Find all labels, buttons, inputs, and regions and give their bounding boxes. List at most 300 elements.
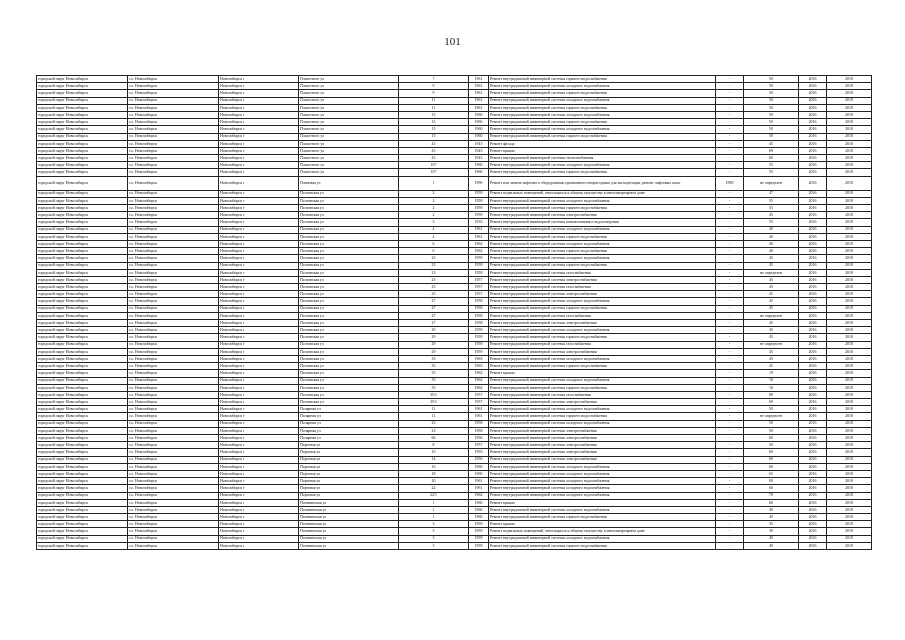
locality-cell: Новосибирск г: [219, 298, 299, 305]
locality-cell: Новосибирск г: [219, 506, 299, 513]
plan-start-cell: 2016: [799, 255, 827, 262]
street-cell: Полтавская ул: [299, 399, 399, 406]
plan-start-cell: 2016: [799, 470, 827, 477]
plan-end-cell: 2018: [827, 126, 872, 133]
urban-district-cell: городской округ Новосибирск: [37, 169, 128, 176]
urban-district-cell: городской округ Новосибирск: [37, 262, 128, 269]
plan-end-cell: 2018: [827, 197, 872, 204]
last-repair-year-cell: -: [716, 370, 744, 377]
plan-end-cell: 2018: [827, 276, 872, 283]
municipality-cell: г.о. Новосибирск: [128, 320, 219, 327]
last-repair-year-cell: -: [716, 528, 744, 535]
work-type-cell: Ремонт внутридомовой инженерной системы холодного водоснабжения: [489, 226, 716, 233]
urban-district-cell: городской округ Новосибирск: [37, 535, 128, 542]
last-repair-year-cell: -: [716, 312, 744, 319]
work-type-cell: Ремонт внутридомовой инженерной системы электроснабжения: [489, 348, 716, 355]
table-row: [37, 90, 872, 97]
urban-district-cell: городской округ Новосибирск: [37, 528, 128, 535]
build-year-cell: 1958: [469, 298, 489, 305]
plan-end-cell: 2018: [827, 240, 872, 247]
house-number-cell: 10: [399, 449, 469, 456]
urban-district-cell: городской округ Новосибирск: [37, 391, 128, 398]
plan-end-cell: 2018: [827, 298, 872, 305]
last-repair-year-cell: -: [716, 377, 744, 384]
table-row: [37, 212, 872, 219]
plan-end-cell: 2018: [827, 384, 872, 391]
work-type-cell: Ремонт внутридомовой инженерной системы холодного водоснабжения: [489, 355, 716, 362]
build-year-cell: 1960: [469, 133, 489, 140]
wear-percent-cell: 55: [744, 169, 799, 176]
locality-cell: Новосибирск г: [219, 240, 299, 247]
build-year-cell: 1959: [469, 269, 489, 276]
wear-percent-cell: 60: [744, 463, 799, 470]
urban-district-cell: городской округ Новосибирск: [37, 205, 128, 212]
work-type-cell: Ремонт внутридомовой инженерной системы горячего водоснабжения: [489, 262, 716, 269]
locality-cell: Новосибирск г: [219, 542, 299, 549]
table-row: [37, 305, 872, 312]
plan-start-cell: 2016: [799, 456, 827, 463]
last-repair-year-cell: -: [716, 355, 744, 362]
street-cell: Полтавская ул: [299, 334, 399, 341]
urban-district-cell: городской округ Новосибирск: [37, 140, 128, 147]
locality-cell: Новосибирск г: [219, 255, 299, 262]
work-type-cell: Ремонт внутридомовой инженерной системы холодного водоснабжения: [489, 126, 716, 133]
build-year-cell: 1959: [469, 190, 489, 197]
locality-cell: Новосибирск г: [219, 492, 299, 499]
locality-cell: Новосибирск г: [219, 312, 299, 319]
wear-percent-cell: 45: [744, 327, 799, 334]
urban-district-cell: городской округ Новосибирск: [37, 348, 128, 355]
build-year-cell: 1957: [469, 284, 489, 291]
build-year-cell: 1943: [469, 140, 489, 147]
last-repair-year-cell: -: [716, 269, 744, 276]
plan-end-cell: 2018: [827, 291, 872, 298]
urban-district-cell: городской округ Новосибирск: [37, 298, 128, 305]
build-year-cell: 1961: [469, 104, 489, 111]
last-repair-year-cell: -: [716, 399, 744, 406]
build-year-cell: 1959: [469, 528, 489, 535]
street-cell: Полтавская ул: [299, 284, 399, 291]
table-row: [37, 406, 872, 413]
street-cell: Плановая ул: [299, 176, 399, 190]
table-row: [37, 169, 872, 176]
wear-percent-cell: 50: [744, 119, 799, 126]
work-type-cell: Ремонт внутридомовой инженерной системы холодного водоснабжения: [489, 240, 716, 247]
plan-end-cell: 2018: [827, 140, 872, 147]
plan-start-cell: 2016: [799, 341, 827, 348]
last-repair-year-cell: -: [716, 478, 744, 485]
table-row: [37, 355, 872, 362]
street-cell: Полтавская ул: [299, 370, 399, 377]
work-type-cell: Ремонт внутридомовой инженерной системы теплоснабжения: [489, 155, 716, 162]
table-row: [37, 205, 872, 212]
wear-percent-cell: 45: [744, 363, 799, 370]
table-row: [37, 190, 872, 197]
last-repair-year-cell: -: [716, 435, 744, 442]
street-cell: Портовая ул: [299, 463, 399, 470]
plan-start-cell: 2016: [799, 492, 827, 499]
last-repair-year-cell: -: [716, 449, 744, 456]
street-cell: Полтавская ул: [299, 262, 399, 269]
locality-cell: Новосибирск г: [219, 413, 299, 420]
municipality-cell: г.о. Новосибирск: [128, 470, 219, 477]
table-row: [37, 442, 872, 449]
table-row: [37, 147, 872, 154]
locality-cell: Новосибирск г: [219, 104, 299, 111]
wear-percent-cell: 45: [744, 320, 799, 327]
urban-district-cell: городской округ Новосибирск: [37, 291, 128, 298]
street-cell: Полтавская ул: [299, 305, 399, 312]
work-type-cell: Ремонт внутридомовой инженерной системы холодного водоснабжения: [489, 406, 716, 413]
table-row: [37, 391, 872, 398]
plan-start-cell: 2016: [799, 269, 827, 276]
wear-percent-cell: 45: [744, 255, 799, 262]
house-number-cell: 23: [399, 269, 469, 276]
plan-end-cell: 2018: [827, 248, 872, 255]
work-type-cell: Ремонт внутридомовой инженерной системы холодного водоснабжения: [489, 470, 716, 477]
last-repair-year-cell: -: [716, 291, 744, 298]
work-type-cell: Ремонт крыши: [489, 521, 716, 528]
street-cell: Плахотного ул: [299, 111, 399, 118]
build-year-cell: 1960: [469, 470, 489, 477]
wear-percent-cell: 50: [744, 83, 799, 90]
work-type-cell: Ремонт внутридомовой инженерной системы холодного водоснабжения: [489, 420, 716, 427]
table-row: [37, 312, 872, 319]
wear-percent-cell: 55: [744, 219, 799, 226]
house-number-cell: 27: [399, 320, 469, 327]
plan-end-cell: 2018: [827, 470, 872, 477]
urban-district-cell: городской округ Новосибирск: [37, 320, 128, 327]
urban-district-cell: городской округ Новосибирск: [37, 248, 128, 255]
street-cell: Полтавская ул: [299, 226, 399, 233]
build-year-cell: 1962: [469, 492, 489, 499]
last-repair-year-cell: -: [716, 147, 744, 154]
plan-start-cell: 2016: [799, 334, 827, 341]
municipality-cell: г.о. Новосибирск: [128, 535, 219, 542]
wear-percent-cell: 50: [744, 442, 799, 449]
plan-start-cell: 2016: [799, 363, 827, 370]
municipality-cell: г.о. Новосибирск: [128, 449, 219, 456]
last-repair-year-cell: -: [716, 456, 744, 463]
work-type-cell: Ремонт внутридомовой инженерной системы электроснабжения: [489, 449, 716, 456]
locality-cell: Новосибирск г: [219, 363, 299, 370]
house-number-cell: 1: [399, 176, 469, 190]
last-repair-year-cell: -: [716, 542, 744, 549]
urban-district-cell: городской округ Новосибирск: [37, 499, 128, 506]
plan-end-cell: 2018: [827, 492, 872, 499]
street-cell: Полтавская ул: [299, 341, 399, 348]
wear-percent-cell: 80: [744, 391, 799, 398]
table-row: [37, 219, 872, 226]
plan-start-cell: 2016: [799, 384, 827, 391]
plan-start-cell: 2016: [799, 97, 827, 104]
locality-cell: Новосибирск г: [219, 212, 299, 219]
table-row: [37, 111, 872, 118]
locality-cell: Новосибирск г: [219, 197, 299, 204]
municipality-cell: г.о. Новосибирск: [128, 406, 219, 413]
house-number-cell: 8: [399, 442, 469, 449]
plan-end-cell: 2018: [827, 83, 872, 90]
street-cell: Полярная ул: [299, 420, 399, 427]
build-year-cell: 1959: [469, 262, 489, 269]
house-number-cell: 9: [399, 90, 469, 97]
house-number-cell: 25: [399, 291, 469, 298]
street-cell: Полтавская ул: [299, 355, 399, 362]
municipality-cell: г.о. Новосибирск: [128, 276, 219, 283]
build-year-cell: 1960: [469, 162, 489, 169]
table-row: [37, 284, 872, 291]
plan-end-cell: 2018: [827, 506, 872, 513]
table-row: [37, 119, 872, 126]
house-number-cell: 2: [399, 197, 469, 204]
street-cell: Полярная ул: [299, 427, 399, 434]
plan-start-cell: 2016: [799, 377, 827, 384]
house-number-cell: 23: [399, 427, 469, 434]
table-row: [37, 248, 872, 255]
house-number-cell: 6: [399, 240, 469, 247]
street-cell: Полтавская ул: [299, 377, 399, 384]
work-type-cell: Ремонт внутридомовой инженерной системы горячего водоснабжения: [489, 514, 716, 521]
wear-percent-cell: 50: [744, 111, 799, 118]
last-repair-year-cell: -: [716, 197, 744, 204]
urban-district-cell: городской округ Новосибирск: [37, 97, 128, 104]
municipality-cell: г.о. Новосибирск: [128, 126, 219, 133]
work-type-cell: Ремонт внутридомовой инженерной системы электроснабжения: [489, 276, 716, 283]
table-row: [37, 226, 872, 233]
repair-registry-table: [36, 75, 872, 550]
urban-district-cell: городской округ Новосибирск: [37, 327, 128, 334]
house-number-cell: 11: [399, 104, 469, 111]
build-year-cell: 1961: [469, 226, 489, 233]
last-repair-year-cell: -: [716, 76, 744, 83]
plan-start-cell: 2016: [799, 240, 827, 247]
municipality-cell: г.о. Новосибирск: [128, 240, 219, 247]
work-type-cell: Ремонт внутридомовой инженерной системы горячего водоснабжения: [489, 76, 716, 83]
house-number-cell: 3: [399, 528, 469, 535]
work-type-cell: Ремонт внутридомовой инженерной системы электроснабжения: [489, 291, 716, 298]
house-number-cell: 2: [399, 212, 469, 219]
work-type-cell: Ремонт внутридомовой инженерной системы холодного водоснабжения: [489, 377, 716, 384]
wear-percent-cell: 80: [744, 478, 799, 485]
last-repair-year-cell: -: [716, 298, 744, 305]
last-repair-year-cell: -: [716, 442, 744, 449]
street-cell: Полтавская ул: [299, 312, 399, 319]
build-year-cell: 1958: [469, 320, 489, 327]
table-row: [37, 140, 872, 147]
street-cell: Плахотного ул: [299, 97, 399, 104]
house-number-cell: 15: [399, 126, 469, 133]
last-repair-year-cell: -: [716, 391, 744, 398]
wear-percent-cell: 45: [744, 276, 799, 283]
street-cell: Плахотного ул: [299, 147, 399, 154]
plan-end-cell: 2018: [827, 442, 872, 449]
plan-start-cell: 2016: [799, 212, 827, 219]
street-cell: Портовая ул: [299, 492, 399, 499]
last-repair-year-cell: -: [716, 406, 744, 413]
plan-start-cell: 2016: [799, 399, 827, 406]
locality-cell: Новосибирск г: [219, 377, 299, 384]
work-type-cell: Ремонт внутридомовой инженерной системы горячего водоснабжения: [489, 104, 716, 111]
plan-end-cell: 2018: [827, 341, 872, 348]
wear-percent-cell: 60: [744, 456, 799, 463]
plan-end-cell: 2018: [827, 435, 872, 442]
urban-district-cell: городской округ Новосибирск: [37, 514, 128, 521]
municipality-cell: г.о. Новосибирск: [128, 348, 219, 355]
plan-end-cell: 2018: [827, 327, 872, 334]
work-type-cell: Ремонт внутридомовой инженерной системы газоснабжения: [489, 284, 716, 291]
table-row: [37, 176, 872, 190]
street-cell: Портовая ул: [299, 470, 399, 477]
wear-percent-cell: 50: [744, 90, 799, 97]
last-repair-year-cell: -: [716, 535, 744, 542]
last-repair-year-cell: -: [716, 248, 744, 255]
table-row: [37, 255, 872, 262]
work-type-cell: Ремонт внутридомовой инженерной системы горячего водоснабжения: [489, 90, 716, 97]
plan-start-cell: 2016: [799, 449, 827, 456]
wear-percent-cell: 55: [744, 197, 799, 204]
work-type-cell: Ремонт внутридомовой инженерной системы холодного водоснабжения: [489, 492, 716, 499]
build-year-cell: 1959: [469, 535, 489, 542]
plan-start-cell: 2016: [799, 83, 827, 90]
urban-district-cell: городской округ Новосибирск: [37, 506, 128, 513]
build-year-cell: 1955: [469, 449, 489, 456]
municipality-cell: г.о. Новосибирск: [128, 456, 219, 463]
municipality-cell: г.о. Новосибирск: [128, 363, 219, 370]
plan-start-cell: 2016: [799, 442, 827, 449]
plan-start-cell: 2016: [799, 104, 827, 111]
house-number-cell: 33: [399, 355, 469, 362]
house-number-cell: 3: [399, 542, 469, 549]
municipality-cell: г.о. Новосибирск: [128, 492, 219, 499]
build-year-cell: 1959: [469, 348, 489, 355]
house-number-cell: 4: [399, 226, 469, 233]
plan-end-cell: 2018: [827, 104, 872, 111]
build-year-cell: 1961: [469, 97, 489, 104]
work-type-cell: Ремонт внутридомовой инженерной системы электроснабжения: [489, 442, 716, 449]
locality-cell: Новосибирск г: [219, 155, 299, 162]
plan-end-cell: 2018: [827, 226, 872, 233]
plan-start-cell: 2016: [799, 348, 827, 355]
street-cell: Полярная ул: [299, 413, 399, 420]
wear-percent-cell: 45: [744, 348, 799, 355]
build-year-cell: 1959: [469, 205, 489, 212]
locality-cell: Новосибирск г: [219, 147, 299, 154]
house-number-cell: 1: [399, 506, 469, 513]
urban-district-cell: городской округ Новосибирск: [37, 370, 128, 377]
last-repair-year-cell: -: [716, 104, 744, 111]
locality-cell: Новосибирск г: [219, 262, 299, 269]
plan-end-cell: 2018: [827, 535, 872, 542]
urban-district-cell: городской округ Новосибирск: [37, 334, 128, 341]
house-number-cell: 66: [399, 435, 469, 442]
work-type-cell: Ремонт или замена лифтового оборудования, признанного непригодным для эксплуатации, ремонт лифтовых шахт: [489, 176, 716, 190]
build-year-cell: 1961: [469, 233, 489, 240]
last-repair-year-cell: -: [716, 212, 744, 219]
last-repair-year-cell: -: [716, 320, 744, 327]
last-repair-year-cell: -: [716, 427, 744, 434]
house-number-cell: 20: [399, 478, 469, 485]
locality-cell: Новосибирск г: [219, 284, 299, 291]
municipality-cell: г.о. Новосибирск: [128, 399, 219, 406]
municipality-cell: г.о. Новосибирск: [128, 147, 219, 154]
table-row: [37, 384, 872, 391]
municipality-cell: г.о. Новосибирск: [128, 305, 219, 312]
build-year-cell: 1958: [469, 420, 489, 427]
urban-district-cell: городской округ Новосибирск: [37, 233, 128, 240]
house-number-cell: 43: [399, 140, 469, 147]
work-type-cell: Ремонт внутридомовой инженерной системы газоснабжения: [489, 269, 716, 276]
build-year-cell: 1961: [469, 485, 489, 492]
house-number-cell: 107: [399, 162, 469, 169]
work-type-cell: Ремонт внутридомовой инженерной системы горячего водоснабжения: [489, 542, 716, 549]
work-type-cell: Ремонт внутридомовой инженерной системы холодного водоснабжения: [489, 255, 716, 262]
plan-end-cell: 2018: [827, 449, 872, 456]
locality-cell: Новосибирск г: [219, 348, 299, 355]
house-number-cell: 35: [399, 370, 469, 377]
wear-percent-cell: 50: [744, 76, 799, 83]
plan-end-cell: 2018: [827, 269, 872, 276]
urban-district-cell: городской округ Новосибирск: [37, 384, 128, 391]
municipality-cell: г.о. Новосибирск: [128, 506, 219, 513]
house-number-cell: 29: [399, 327, 469, 334]
urban-district-cell: городской округ Новосибирск: [37, 190, 128, 197]
plan-start-cell: 2016: [799, 140, 827, 147]
build-year-cell: 1961: [469, 90, 489, 97]
plan-start-cell: 2016: [799, 406, 827, 413]
street-cell: Плахотного ул: [299, 162, 399, 169]
wear-percent-cell: 70: [744, 492, 799, 499]
work-type-cell: Ремонт подвальных помещений, относящихся к общему имуществу в многоквартирном доме: [489, 190, 716, 197]
plan-start-cell: 2016: [799, 542, 827, 549]
locality-cell: Новосибирск г: [219, 478, 299, 485]
table-row: [37, 197, 872, 204]
plan-start-cell: 2016: [799, 291, 827, 298]
street-cell: Полтавская ул: [299, 291, 399, 298]
urban-district-cell: городской округ Новосибирск: [37, 119, 128, 126]
locality-cell: Новосибирск г: [219, 276, 299, 283]
municipality-cell: г.о. Новосибирск: [128, 514, 219, 521]
last-repair-year-cell: -: [716, 119, 744, 126]
urban-district-cell: городской округ Новосибирск: [37, 449, 128, 456]
house-number-cell: 35: [399, 384, 469, 391]
municipality-cell: г.о. Новосибирск: [128, 327, 219, 334]
locality-cell: Новосибирск г: [219, 76, 299, 83]
work-type-cell: Ремонт внутридомовой инженерной системы горячего водоснабжения: [489, 169, 716, 176]
locality-cell: Новосибирск г: [219, 133, 299, 140]
locality-cell: Новосибирск г: [219, 305, 299, 312]
build-year-cell: 1961: [469, 413, 489, 420]
house-number-cell: 29: [399, 341, 469, 348]
work-type-cell: Ремонт фасада: [489, 140, 716, 147]
table-row: [37, 528, 872, 535]
house-number-cell: 13: [399, 119, 469, 126]
locality-cell: Новосибирск г: [219, 90, 299, 97]
locality-cell: Новосибирск г: [219, 391, 299, 398]
build-year-cell: 1963: [469, 363, 489, 370]
table-row: [37, 492, 872, 499]
street-cell: Полтавская ул: [299, 298, 399, 305]
urban-district-cell: городской округ Новосибирск: [37, 240, 128, 247]
street-cell: Плахотного ул: [299, 76, 399, 83]
urban-district-cell: городской округ Новосибирск: [37, 90, 128, 97]
build-year-cell: 1962: [469, 377, 489, 384]
wear-percent-cell: 60: [744, 155, 799, 162]
work-type-cell: Ремонт внутридомовой инженерной системы электроснабжения: [489, 427, 716, 434]
street-cell: Портовая ул: [299, 478, 399, 485]
urban-district-cell: городской округ Новосибирск: [37, 485, 128, 492]
work-type-cell: Ремонт внутридомовой инженерной системы газоснабжения: [489, 391, 716, 398]
street-cell: Плахотного ул: [299, 119, 399, 126]
